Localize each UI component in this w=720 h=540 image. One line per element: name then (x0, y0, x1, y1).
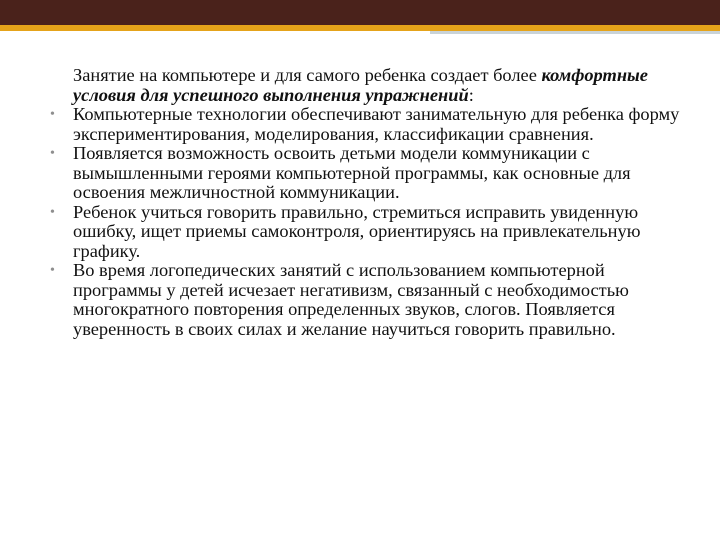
list-item (46, 261, 686, 339)
intro-colon: : (468, 84, 474, 105)
list-item-text: Появляется возможность освоить детьми модели коммуникации с вымышленными героями компьютерной программы, как основные для освоения межличностной коммуникации. (73, 143, 631, 202)
list-item (46, 203, 686, 262)
list-item-text: Компьютерные технологии обеспечивают занимательную для ребенка форму экспериментирования, моделирования, классификации сравнения. (73, 104, 680, 144)
slide-body (46, 66, 686, 339)
bullet-icon: • (50, 263, 55, 278)
list-item (46, 144, 686, 203)
intro-text: Занятие на компьютере и для самого ребенка создает более (73, 65, 542, 85)
accent-stripe-secondary (430, 31, 720, 34)
top-banner (0, 0, 720, 25)
bullet-icon: • (50, 146, 55, 161)
bullet-icon: • (50, 204, 55, 220)
intro-paragraph (46, 66, 686, 105)
list-item-text: Во время логопедических занятий с использованием компьютерной программы у детей исчезает негативизм, связанный с необходимостью многократного повторения определенных звуков, слогов. Появляется уверенность в своих силах и желание научиться говорить правильно. (73, 260, 629, 339)
list-item (46, 105, 686, 144)
bullet-icon: • (50, 107, 55, 122)
list-item-text: Ребенок учиться говорить правильно, стремиться исправить увиденную ошибку, ищет приемы самоконтроля, ориентируясь на привлекательную графику. (73, 201, 641, 261)
intro-emphasis: комфортные условия для успешного выполнения упражнений (73, 65, 648, 105)
